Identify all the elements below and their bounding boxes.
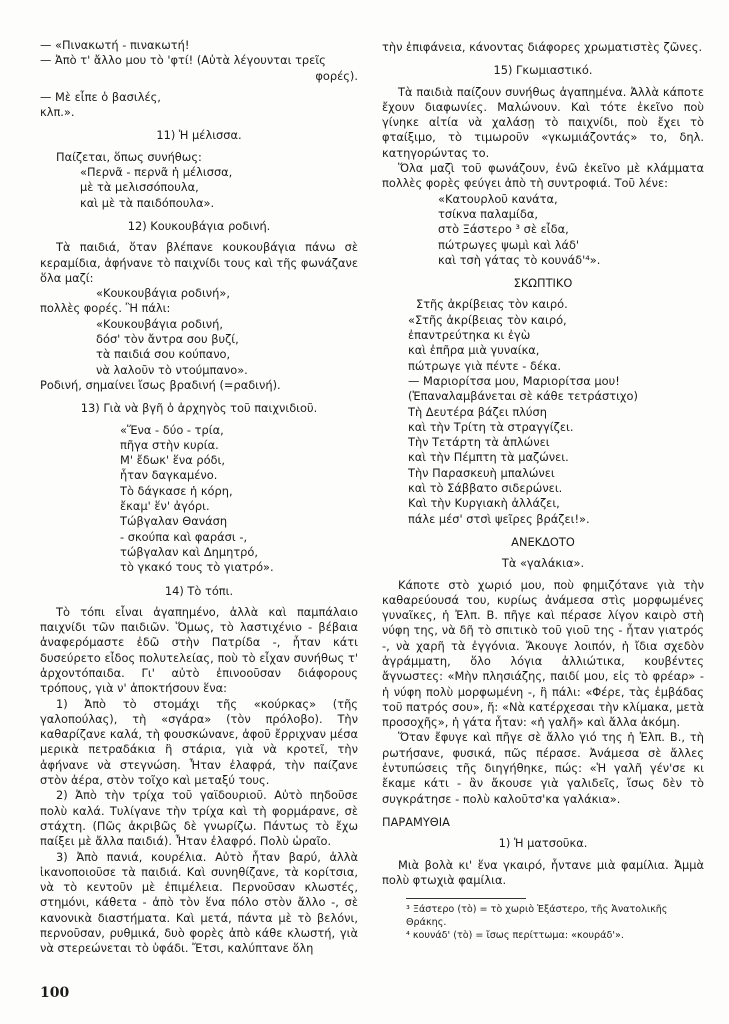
paragraph: 1) Ἀπὸ τὸ στομάχι τῆς «κούρκας» (τῆς γαλοπούλας), τὴ «σγάρα» (τὸν πρόλοβο). Τὴν καθαρίζανε καλά, τὴ φουσκώνανε, ἀφοῦ ἔρριχναν μέσα μερικὰ πετραδάκια ἢ στάρια, γιὰ νὰ κροτεῖ, τὴν ἀφήνανε νὰ στεγνώση. Ἦταν ἐλαφρά, τὴν παίζανε στὸν ἀέρα, στὸν τοῖχο καὶ μεταξύ τους. xyxy=(40,696,358,788)
verse-line: — Μαριορίτσα μου, Μαριορίτσα μου! xyxy=(408,373,620,388)
paragraph: Μιὰ βολὰ κι' ἕνα γκαιρό, ἦντανε μιὰ φαμίλια. Ἀμμὰ πολὺ φτωχιὰ φαμίλια. xyxy=(382,857,704,887)
verse-line: καὶ μὲ τὰ παιδόπουλα». xyxy=(80,195,215,210)
section-title: ΠΑΡΑΜΥΘΙΑ xyxy=(382,814,450,829)
dialogue-line: — «Πινακωτή - πινακωτή! xyxy=(40,38,190,52)
verse-line: Καὶ τὴν Κυργιακὴ ἀλλάζει, xyxy=(408,496,560,511)
section-subtitle: Τὰ «γαλάκια». xyxy=(501,556,585,571)
paragraph: 2) Ἀπὸ τὴν τρίχα τοῦ γαϊδουριοῦ. Αὐτὸ πηδοῦσε πολὺ καλά. Τυλίγανε τὴν τρίχα καὶ τὴ φορμάρανε, σὲ στάχτη. (Πῶς ἀκριβῶς δὲ γνωρίζω. Πάντως τὸ ἔχω παίξει μὲ ἄλλα παιδιά). Ἦταν ἐλαφρό. Πολὺ ὡραῖο. xyxy=(40,788,358,849)
verse-line: στὸ Ξάστερο ³ σὲ εἶδα, xyxy=(438,222,569,237)
verse-line: «Περνᾶ - περνᾶ ἡ μέλισσα, xyxy=(80,165,233,180)
right-column xyxy=(382,40,704,942)
verse-line: Στῆς ἀκρίβειας τὸν καιρό. xyxy=(416,297,568,312)
verse-line: καὶ τὸ Σάββατο σιδερώνει. xyxy=(408,481,563,496)
verse-line: Τὴ Δευτέρα βάζει πλύση xyxy=(408,404,547,419)
verse-line: τὸ γκακό τους τὸ γιατρό». xyxy=(120,560,274,575)
verse-line: Τώβγαλαν Θανάση xyxy=(120,514,228,529)
verse-line: τσίκνα παλαμίδα, xyxy=(438,206,538,221)
paragraph: Τὰ παιδιά, ὅταν βλέπανε κουκουβάγια πάνω σὲ κεραμίδια, ἀφήνανε τὸ παιχνίδι τους καὶ τῆς φωνάζανε ὅλα μαζί: xyxy=(40,240,358,285)
section-title: ΑΝΕΚΔΟΤΟ xyxy=(511,534,575,549)
verse-line: νὰ λαλοῦν τὸ ντούμπανο». xyxy=(96,362,248,377)
verse-line: τὰ παιδιά σου κούπανο, xyxy=(96,347,231,362)
section-subtitle: 1) Ἡ ματσοῦκα. xyxy=(498,836,588,851)
verse-line: «Στῆς ἀκρίβειας τὸν καιρό, xyxy=(408,312,567,327)
verse-line: καὶ τσὴ γάτας τὸ κουνάδ'⁴». xyxy=(438,252,601,267)
verse-line: καὶ τὴν Πέμπτη τὰ μαζώνει. xyxy=(408,450,569,465)
verse-line: πῆγα στὴν κυρία. xyxy=(120,437,219,452)
verse-line: μὲ τὰ μελισσόπουλα, xyxy=(80,180,199,195)
paragraph: 3) Ἀπὸ πανιά, κουρέλια. Αὐτὸ ἦταν βαρύ, ἀλλὰ ἱκανοποιοῦσε τὰ παιδιά. Καὶ συνηθίζανε, τὰ κορίτσια, νὰ τὸ κεντοῦν μὲ ἐπιμέλεια. Περνοῦσαν κλωστές, στημόνι, κάθετα - ἀπὸ τὸν ἕνα πόλο στὸν ἄλλο -, σὲ κανονικὰ διαστήματα. Καὶ μετά, πάντα μὲ τὸ βελόνι, περνοῦσαν, ρυθμικά, δυὸ φορὲς ἀπὸ κάθε κλωστή, γιὰ νὰ στερεώνεται τὸ ὑφάδι. Ἔτσι, καλύπτανε ὅλη xyxy=(40,849,358,956)
verse-line: Μ' ἔδωκ' ἕνα ρόδι, xyxy=(120,453,226,468)
verse-line: «Κουκουβάγια ροδινή, xyxy=(96,316,223,331)
paragraph: τὴν ἐπιφάνεια, κάνοντας διάφορες χρωματιστὲς ζῶνες. xyxy=(382,40,703,54)
verse-line: «Κατουρλοῦ κανάτα, xyxy=(438,191,558,206)
footnote: ⁴ κουνάδ' (τὸ) = ἴσως περίττωμα: «κουράδ'». xyxy=(406,930,624,942)
section-title: 15) Γκωμιαστικό. xyxy=(493,63,593,78)
dialogue-line: — Μὲ εἶπε ὁ βασιλές, xyxy=(40,89,161,104)
paragraph: Ὅλα μαζὶ τοῦ φωνάζουν, ἐνῶ ἐκεῖνο μὲ κλάμματα πολλὲς φορὲς φεύγει ἀπὸ τὴ συντροφιά. Τοῦ λένε: xyxy=(382,161,704,191)
verse-line: (Ἐπαναλαμβάνεται σὲ κάθε τετράστιχο) xyxy=(408,389,638,404)
verse-line: καὶ τὴν Τρίτη τὰ στραγγίζει. xyxy=(408,419,574,434)
verse-line: δόσ' τὸν ἄντρα σου βυζί, xyxy=(96,332,239,347)
verse-line: Τὸ δάγκασε ἡ κόρη, xyxy=(120,483,233,498)
section-title: 12) Κουκουβάγια ροδινή. xyxy=(127,218,271,233)
verse-line: ἦταν δαγκαμένο. xyxy=(120,468,218,483)
verse-line: «Ἕνα - δύο - τρία, xyxy=(120,422,224,437)
dialogue-line: κλπ.». xyxy=(40,105,75,120)
verse-line: πώτρωγες ψωμὶ καὶ λάδ' xyxy=(438,237,580,252)
note: Ροδινή, σημαίνει ἴσως βραδινή (=ραδινή). xyxy=(40,377,281,392)
dialogue-line: φορές). xyxy=(315,68,358,83)
paragraph: Κάποτε στὸ χωριό μου, ποὺ φημιζότανε γιὰ τὴν καθαρεύουσά του, κυρίως ἀνάμεσα στὶς μορφωμένες γυναῖκες, ἡ Ἐλπ. Β. πῆγε καὶ πέρασε λίγον καιρὸ στὴ νύφη της, νὰ δῆ τὸ σπιτικὸ τοῦ γιοῦ της - ἦταν γιατρός -, νὰ χαρῆ τὰ ἐγγόνια. Ἄκουγε λοιπόν, ἡ ἴδια σχεδὸν ἀγράμματη, ὅλο λόγια ἀλλιώτικα, κουβέντες ἄγνωστες: «Μὴν πλησιάζης, παιδί μου, εἰς τὸ φρέαρ» - ἡ νύφη πολὺ μορφωμένη -, ἢ πάλι: «Φέρε, τὰς ἐμβάδας τοῦ πατρός σου», ἤ: «Νὰ κατέρχεσαι τὴν κλίμακα, μετὰ προσοχῆς», ἡ γάτα ἦταν: «ἡ γαλῆ» καὶ ἄλλα ἀκόμη. xyxy=(382,577,704,730)
section-title: 13) Γιὰ νὰ βγῆ ὁ ἀρχηγὸς τοῦ παιχνιδιοῦ. xyxy=(80,401,318,416)
paragraph: Παίζεται, ὅπως συνήθως: xyxy=(56,149,202,164)
page-number: 100 xyxy=(40,985,70,1001)
verse-line: πάλε μέσ' στσὶ ψεῖρες βράζει!». xyxy=(408,511,590,526)
footnote: ³ Ξάστερο (τὸ) = τὸ χωριὸ Ἐξάστερο, τῆς Ἀνατολικῆς Θράκης. xyxy=(406,904,668,929)
verse-line: - σκούπα καὶ φαράσι -, xyxy=(120,529,248,544)
verse-line: Τὴν Τετάρτη τὰ ἁπλώνει xyxy=(408,435,550,450)
section-title: 11) Ἡ μέλισσα. xyxy=(156,128,242,143)
verse-line: πώτρωγε γιὰ πέντε - δέκα. xyxy=(408,358,561,373)
dialogue-line: — Ἀπὸ τ' ἄλλο μου τὸ 'φτί! (Αὐτὰ λέγουνται τρεῖς xyxy=(40,53,326,68)
verse-line: «Κουκουβάγια ροδινή», xyxy=(96,286,230,301)
paragraph: Τὸ τόπι εἶναι ἀγαπημένο, ἀλλὰ καὶ παμπάλαιο παιχνίδι τῶν παιδιῶν. Ὅμως, τὸ λαστιχένιο - βέβαια ἀναφερόμαστε ἐδῶ στὴν Πατρίδα -, ἦταν κάτι δυσεύρετο εἶδος πολυτελείας, ποὺ τὸ εἶχαν συνήθως τ' ἀρχοντόπαιδα. Γι' αὐτὸ ἐπινοοῦσαν διάφορους τρόπους, γιὰ ν' ἀποκτήσουν ἕνα: xyxy=(40,604,358,696)
paragraph: Τὰ παιδιὰ παίζουν συνήθως ἀγαπημένα. Ἀλλὰ κάποτε ἔχουν διαφωνίες. Μαλώνουν. Καὶ τότε ἐκεῖνο ποὺ γίνηκε αἰτία νὰ χαλάσῃ τὸ παιχνίδι, ποὺ ἔχει τὸ φταίξιμο, τὸ τιμωροῦν «γκωμιάζοντάς» το, δηλ. κατηγορώντας το. xyxy=(382,84,704,160)
verse-line: ἐπαντρεύτηκα κι ἐγὼ xyxy=(408,328,531,343)
verse-line: καὶ ἐπῆρα μιὰ γυναίκα, xyxy=(408,343,540,358)
verse-line: Τὴν Παρασκευὴ μπαλώνει xyxy=(408,465,555,480)
section-title: ΣΚΩΠΤΙΚΟ xyxy=(513,276,573,291)
verse-line: τώβγαλαν καὶ Δημητρό, xyxy=(120,544,259,559)
section-title: 14) Τὸ τόπι. xyxy=(164,583,234,598)
footnote-rule xyxy=(406,898,526,899)
paragraph: πολλὲς φορές. Ἢ πάλι: xyxy=(40,301,171,316)
paragraph: Ὅταν ἔφυγε καὶ πῆγε σὲ ἄλλο γιό της ἡ Ἐλπ. Β., τὴ ρωτήσανε, φυσικά, πῶς πέρασε. Ἀνάμεσα σὲ ἄλλες ἐντυπώσεις τῆς διηγήθηκε, πώς: «Ἡ γαλῆ γέν'σε κι ἔκαμε κάτι - ἂν ἄκουσε γιὰ γαλιδεῖς, ἴσως δὲν τὸ συγκράτησε - πολὺ καλοῦτσ'κα γαλάκια». xyxy=(382,730,704,806)
left-column xyxy=(40,38,358,957)
verse-line: ἔκαμ' ἕν' ἀγόρι. xyxy=(120,499,210,514)
